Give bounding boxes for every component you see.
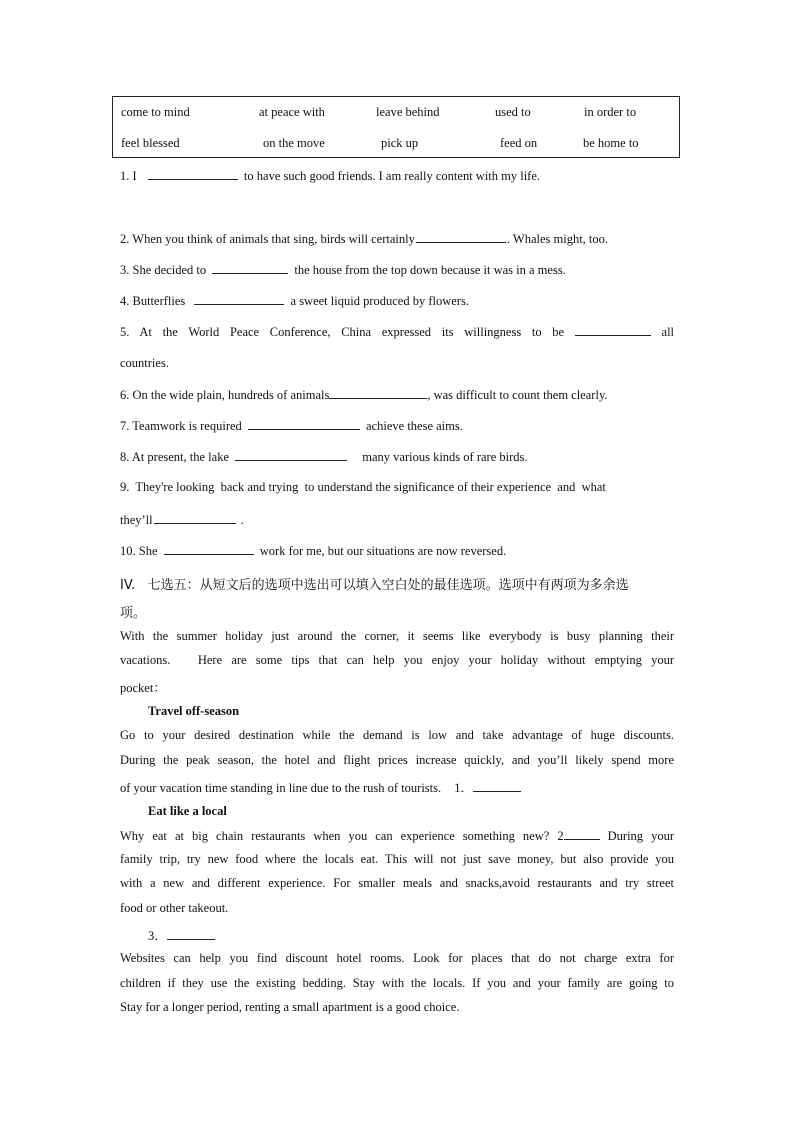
question-text: 1. I (120, 169, 137, 183)
question-text: . (240, 513, 244, 527)
paragraph-line: family trip, try new food where the locals eat. This will not just save money, but also provide you (120, 852, 674, 866)
question-6 (120, 387, 674, 403)
question-text: . Whales might, too. (506, 232, 609, 246)
paragraph-line (120, 828, 674, 844)
question-8 (120, 449, 674, 465)
paragraph-line (120, 778, 674, 796)
question-2 (120, 231, 674, 247)
question-text: 5. At the World Peace Conference, China expressed its willingness to be (120, 325, 565, 339)
section-heading: Travel off-season (148, 704, 240, 718)
phrase: on the move (263, 136, 325, 150)
phrase: in order to (584, 105, 637, 119)
answer-blank[interactable] (154, 512, 236, 524)
phrase: be home to (583, 136, 639, 150)
passage-intro-line: vacations. Here are some tips that can help you enjoy your holiday without emptying your (120, 653, 674, 667)
answer-blank[interactable] (416, 231, 506, 243)
answer-blank[interactable] (164, 543, 254, 555)
phrase-box (112, 96, 680, 158)
question-text: 2. When you think of animals that sing, birds will certainly (120, 232, 415, 246)
question-text: 4. Butterflies (120, 294, 186, 308)
answer-blank[interactable] (235, 449, 347, 461)
question-text: 6. On the wide plain, hundreds of animals (120, 388, 330, 402)
question-text: achieve these aims. (366, 419, 463, 433)
question-9-continued (120, 512, 674, 528)
paragraph-text: During your (607, 829, 675, 843)
paragraph-line: children if they use the existing bedding. Stay with the locals. If you and your family are going to (120, 976, 674, 990)
answer-blank[interactable] (564, 828, 600, 840)
question-text: 9. They're looking back and trying to understand the significance of their experience and what (120, 480, 606, 494)
paragraph-text: Why eat at big chain restaurants when you can experience something new? 2 (120, 829, 564, 843)
question-9 (120, 480, 674, 495)
question-7 (120, 418, 674, 434)
question-text: the house from the top down because it was in a mess. (294, 263, 566, 277)
question-text: a sweet liquid produced by flowers. (290, 294, 469, 308)
phrase: used to (495, 105, 531, 119)
question-text: work for me, but our situations are now reversed. (259, 544, 507, 558)
phrase: feed on (500, 136, 538, 150)
paragraph-line: with a new and different experience. For smaller meals and snacks,avoid restaurants and try street (120, 876, 674, 890)
phrase: come to mind (121, 105, 190, 119)
blank-label: 3． (148, 929, 167, 943)
phrase: feel blessed (121, 136, 180, 150)
passage-intro-line: pocket： (120, 681, 166, 695)
question-text: countries. (120, 356, 169, 370)
question-3 (120, 262, 674, 278)
answer-blank[interactable] (212, 262, 288, 274)
answer-blank[interactable] (148, 168, 238, 180)
answer-blank[interactable] (575, 324, 651, 336)
paragraph-line: Websites can help you find discount hotel rooms. Look for places that do not charge extra for (120, 951, 674, 965)
paragraph-line: Go to your desired destination while the demand is low and take advantage of huge discounts. (120, 728, 674, 742)
question-text: all (661, 325, 675, 339)
phrase: at peace with (259, 105, 325, 119)
paragraph-line: Stay for a longer period, renting a small apartment is a good choice. (120, 1000, 460, 1014)
phrase: leave behind (376, 105, 440, 119)
question-text: 7. Teamwork is required (120, 419, 242, 433)
question-text: 3. She decided to (120, 263, 207, 277)
answer-blank[interactable] (473, 780, 521, 792)
question-5-continued (120, 356, 674, 371)
question-text: they’ll (120, 513, 153, 527)
phrase: pick up (381, 136, 419, 150)
question-1 (120, 168, 674, 184)
paragraph-text: of your vacation time standing in line due to the rush of tourists. (120, 781, 442, 795)
question-text: many various kinds of rare birds. (362, 450, 528, 464)
question-5 (120, 324, 674, 340)
paragraph-line: During the peak season, the hotel and flight prices increase quickly, and you’ll likely spend more (120, 753, 674, 767)
section-heading: Eat like a local (148, 804, 227, 818)
section-instruction: IV. 七选五：从短文后的选项中选出可以填入空白处的最佳选项。选项中有两项为多余选 (120, 578, 629, 593)
paragraph-line: food or other takeout. (120, 901, 229, 915)
question-text: 10. She (120, 544, 158, 558)
passage-intro-line: With the summer holiday just around the corner, it seems like everybody is busy planning their (120, 629, 674, 643)
question-text: 8. At present, the lake (120, 450, 229, 464)
question-4 (120, 293, 674, 309)
question-text: to have such good friends. I am really content with my life. (243, 169, 541, 183)
answer-blank[interactable] (167, 928, 215, 940)
section-instruction-continued: 项。 (120, 606, 147, 621)
question-10 (120, 543, 674, 559)
blank-3 (148, 926, 702, 944)
question-text: , was difficult to count them clearly. (427, 388, 608, 402)
answer-blank[interactable] (194, 293, 284, 305)
answer-blank[interactable] (248, 418, 360, 430)
blank-label: 1． (454, 781, 474, 795)
answer-blank[interactable] (329, 387, 427, 399)
